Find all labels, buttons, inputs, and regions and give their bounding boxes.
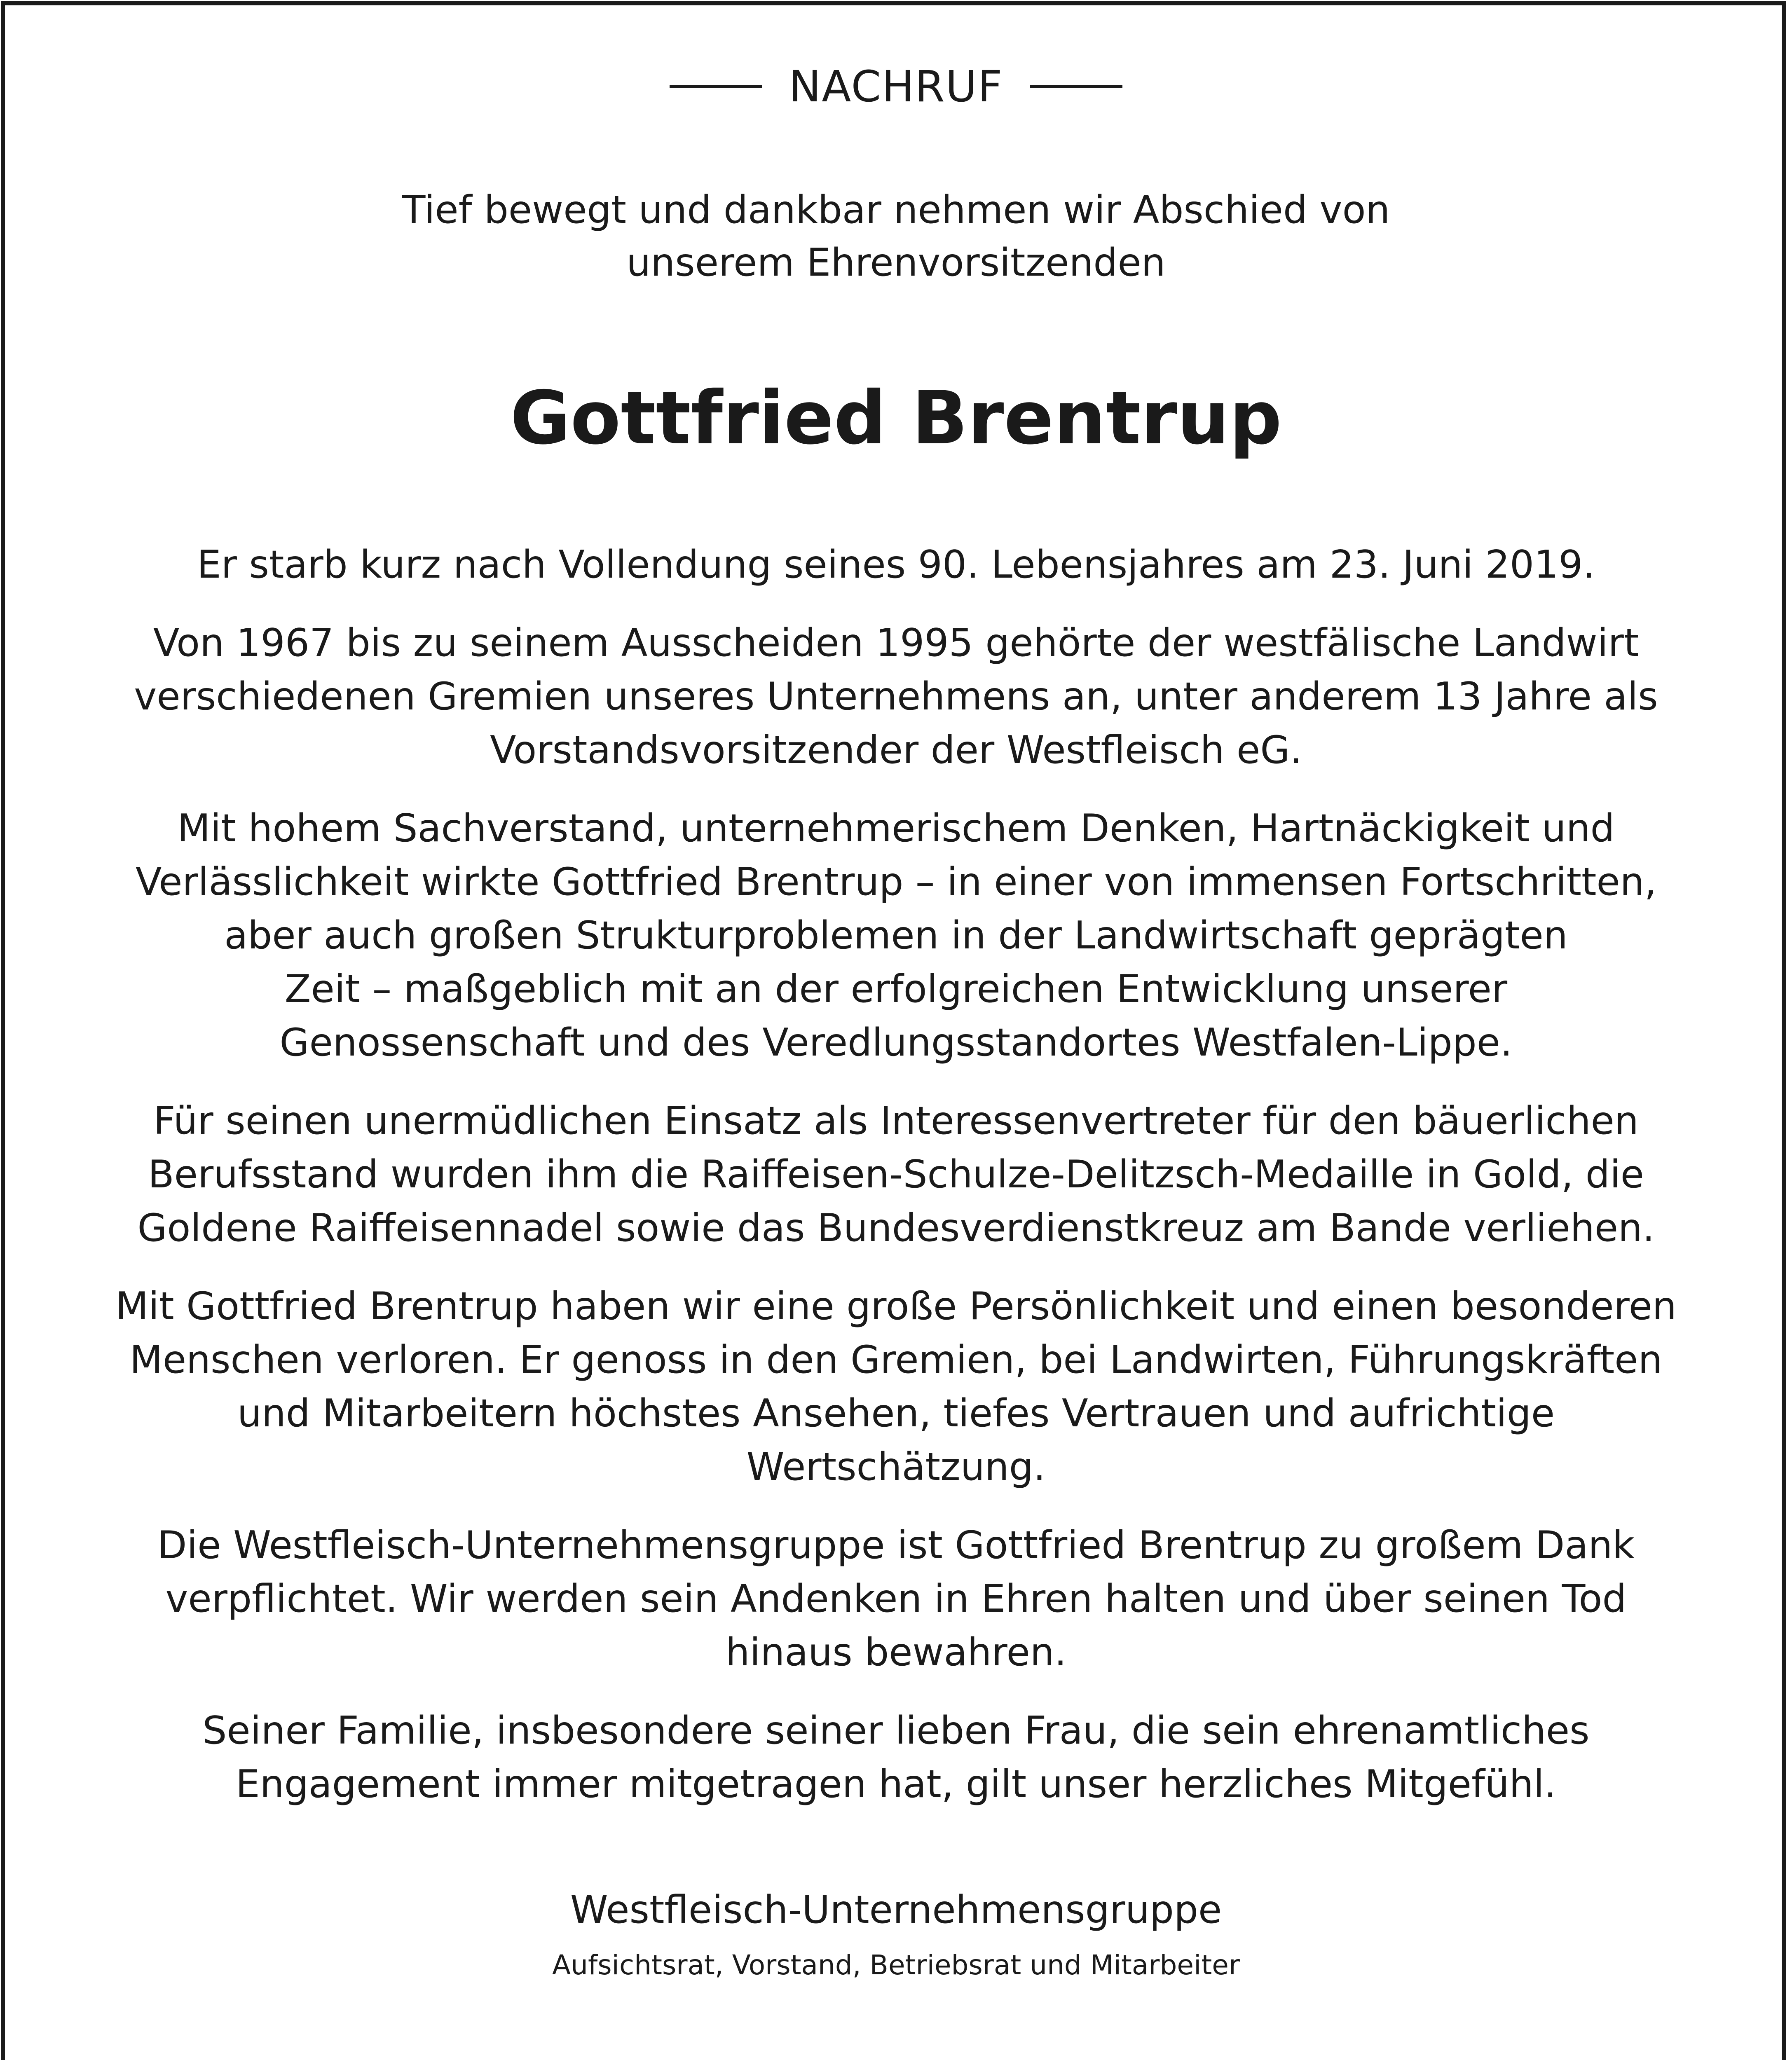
signature-subline: Aufsichtsrat, Vorstand, Betriebsrat und Mitarbeiter (552, 1949, 1240, 1981)
notice-heading: NACHRUF (789, 61, 1003, 112)
paragraph-line: aber auch großen Strukturproblemen in der Landwirtschaft geprägten (224, 913, 1568, 957)
paragraph-line: Von 1967 bis zu seinem Ausscheiden 1995 gehörte der westfälische Landwirt (153, 620, 1639, 665)
paragraph-line: Goldene Raiffeisennadel sowie das Bundesverdienstkreuz am Bande verliehen. (137, 1206, 1655, 1250)
signature: Westfleisch-Unternehmensgruppe (570, 1887, 1222, 1932)
paragraph-line: Menschen verloren. Er genoss in den Gremien, bei Landwirten, Führungskräften (129, 1337, 1663, 1382)
heading-rule-left (670, 85, 762, 88)
paragraph-line: Die Westfleisch-Unternehmensgruppe ist Gottfried Brentrup zu großem Dank (157, 1523, 1635, 1567)
paragraph-personality (0, 1279, 1792, 1494)
paragraph-achievements (0, 801, 1792, 1069)
paragraph-line: Wertschätzung. (746, 1444, 1046, 1489)
paragraph-line: Genossenschaft und des Veredlungsstandortes Westfalen-Lippe. (279, 1020, 1513, 1065)
body-text (0, 538, 1792, 1835)
paragraph-line: verschiedenen Gremien unseres Unternehmens an, unter anderem 13 Jahre als (134, 674, 1658, 719)
paragraph-line: hinaus bewahren. (725, 1630, 1067, 1674)
intro-line: Tief bewegt und dankbar nehmen wir Abschied von (402, 187, 1390, 232)
paragraph-line: Seiner Familie, insbesondere seiner lieben Frau, die sein ehrenamtliches (202, 1708, 1590, 1753)
paragraph-line: Für seinen unermüdlichen Einsatz als Interessenvertreter für den bäuerlichen (153, 1098, 1639, 1143)
paragraph-career (0, 616, 1792, 777)
paragraph-condolences (0, 1704, 1792, 1811)
paragraph-line: und Mitarbeitern höchstes Ansehen, tiefes Vertrauen und aufrichtige (237, 1391, 1555, 1435)
intro-text (0, 183, 1792, 289)
paragraph-line: Mit Gottfried Brentrup haben wir eine große Persönlichkeit und einen besonderen (115, 1284, 1677, 1328)
paragraph-line: Vorstandsvorsitzender der Westfleisch eG. (490, 728, 1302, 772)
paragraph-line: Mit hohem Sachverstand, unternehmerischem Denken, Hartnäckigkeit und (177, 806, 1615, 850)
deceased-name: Gottfried Brentrup (510, 375, 1282, 461)
paragraph-line: Zeit – maßgeblich mit an der erfolgreichen Entwicklung unserer (284, 967, 1508, 1011)
paragraph-death-date (0, 538, 1792, 591)
heading-rule-right (1030, 85, 1122, 88)
paragraph-line: verpflichtet. Wir werden sein Andenken in Ehren halten und über seinen Tod (165, 1576, 1627, 1621)
paragraph-line: Engagement immer mitgetragen hat, gilt unser herzliches Mitgefühl. (235, 1762, 1556, 1806)
paragraph-line: Er starb kurz nach Vollendung seines 90. Lebensjahres am 23. Juni 2019. (197, 542, 1595, 587)
heading-row (0, 58, 1792, 115)
intro-line: unserem Ehrenvorsitzenden (626, 240, 1166, 285)
paragraph-line: Verlässlichkeit wirkte Gottfried Brentrup – in einer von immensen Fortschritten, (135, 859, 1657, 904)
paragraph-line: Berufsstand wurden ihm die Raiffeisen-Schulze-Delitzsch-Medaille in Gold, die (148, 1152, 1644, 1196)
paragraph-awards (0, 1094, 1792, 1255)
paragraph-gratitude (0, 1518, 1792, 1679)
